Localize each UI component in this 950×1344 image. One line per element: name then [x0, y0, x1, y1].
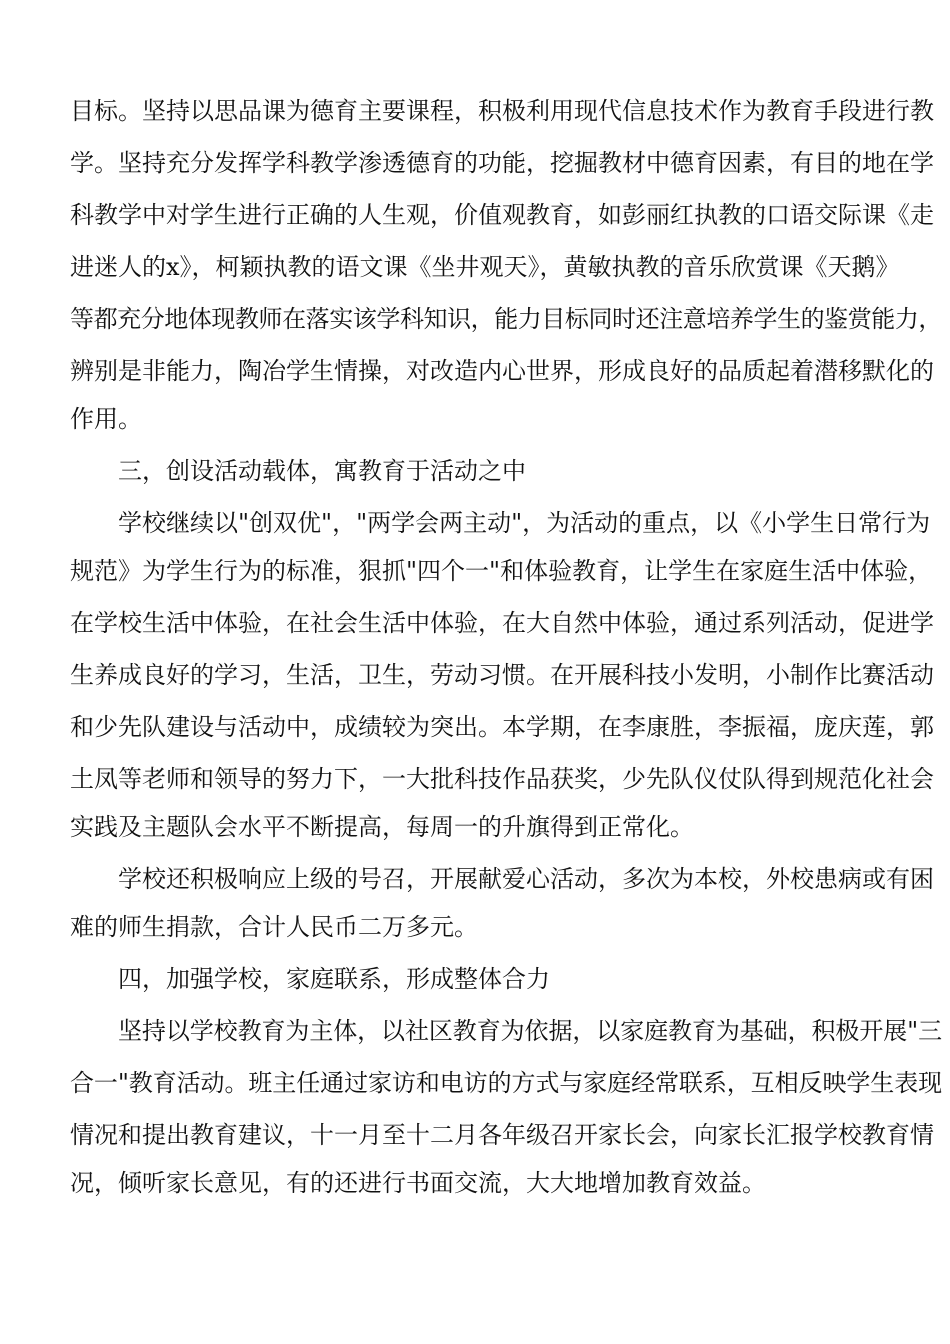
para-1-line-6: 辨别是非能力，陶冶学生情操，对改造内心世界，形成良好的品质起着潜移默化的 — [70, 357, 934, 385]
section-heading-3: 三，创设活动载体，寓教育于活动之中 — [118, 457, 526, 485]
para-2-line-6: 土凤等老师和领导的努力下，一大批科技作品获奖，少先队仪仗队得到规范化社会 — [70, 765, 934, 793]
para-4-line-1: 坚持以学校教育为主体，以社区教育为依据，以家庭教育为基础，积极开展"三 — [118, 1017, 943, 1045]
para-4-line-4: 况，倾听家长意见，有的还进行书面交流，大大地增加教育效益。 — [70, 1169, 766, 1197]
para-2-line-2: 规范》为学生行为的标准，狠抓"四个一"和体验教育，让学生在家庭生活中体验， — [70, 557, 933, 585]
para-2-line-3: 在学校生活中体验，在社会生活中体验，在大自然中体验，通过系列活动，促进学 — [70, 609, 934, 637]
para-3-line-2: 难的师生捐款，合计人民币二万多元。 — [70, 913, 478, 941]
para-1-line-5: 等都充分地体现教师在落实该学科知识，能力目标同时还注意培养学生的鉴赏能力， — [70, 305, 942, 333]
para-2-line-5: 和少先队建设与活动中，成绩较为突出。本学期，在李康胜，李振福，庞庆莲，郭 — [70, 713, 934, 741]
section-heading-4: 四，加强学校，家庭联系，形成整体合力 — [118, 965, 550, 993]
para-2-line-7: 实践及主题队会水平不断提高，每周一的升旗得到正常化。 — [70, 813, 694, 841]
para-1-line-1: 目标。坚持以思品课为德育主要课程，积极利用现代信息技术作为教育手段进行教 — [70, 97, 934, 125]
para-1-line-3: 科教学中对学生进行正确的人生观，价值观教育，如彭丽红执教的口语交际课《走 — [70, 201, 934, 229]
para-1-line-7: 作用。 — [70, 405, 142, 433]
para-1-line-4: 进迷人的x》，柯颖执教的语文课《坐井观天》，黄敏执教的音乐欣赏课《天鹅》 — [70, 253, 900, 281]
para-4-line-2: 合一"教育活动。班主任通过家访和电访的方式与家庭经常联系，互相反映学生表现 — [70, 1069, 943, 1097]
para-3-line-1: 学校还积极响应上级的号召，开展献爱心活动，多次为本校，外校患病或有困 — [118, 865, 934, 893]
para-1-line-2: 学。坚持充分发挥学科教学渗透德育的功能，挖掘教材中德育因素，有目的地在学 — [70, 149, 934, 177]
para-2-line-1: 学校继续以"创双优"，"两学会两主动"，为活动的重点，以《小学生日常行为 — [118, 509, 931, 537]
para-4-line-3: 情况和提出教育建议，十一月至十二月各年级召开家长会，向家长汇报学校教育情 — [70, 1121, 934, 1149]
para-2-line-4: 生养成良好的学习，生活，卫生，劳动习惯。在开展科技小发明，小制作比赛活动 — [70, 661, 934, 689]
